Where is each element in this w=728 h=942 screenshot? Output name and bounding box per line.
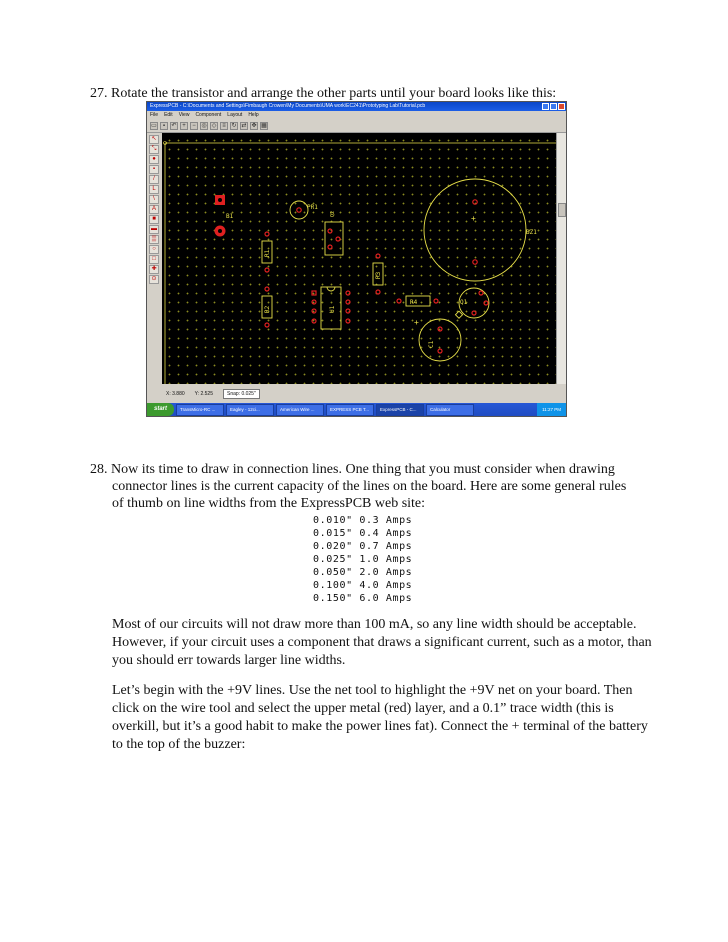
u1-pin5 (346, 319, 350, 323)
q1-pad3 (472, 311, 476, 315)
pad-tool-icon[interactable]: ● (149, 155, 159, 164)
r3-pad-bottom (376, 290, 380, 294)
status-x: X: 3.880 (166, 390, 185, 397)
undo-icon[interactable]: ↶ (171, 123, 177, 129)
rotate-icon[interactable]: ↻ (231, 123, 237, 129)
select-tool-icon[interactable]: ⤡ (149, 145, 159, 154)
pcb-layout (162, 133, 556, 384)
step-27 (90, 85, 556, 102)
rect-tool-icon[interactable]: □ (149, 255, 159, 264)
q1-pad2 (484, 301, 488, 305)
label-b1: B1 (226, 213, 234, 220)
q-top-pad2 (336, 237, 340, 241)
u1-pin1 (312, 291, 316, 295)
q1-flat (455, 311, 462, 318)
taskbar-item[interactable]: ExpressPCB - C... (376, 404, 424, 416)
zoom-out-icon[interactable]: − (190, 122, 198, 130)
close-icon[interactable] (558, 103, 565, 110)
trace-width-row: 0.150" 6.0 Amps (313, 593, 413, 604)
part-tool-icon[interactable]: ✚ (149, 265, 159, 274)
step-number: 27. (90, 86, 108, 101)
r2-pad-top (265, 287, 269, 291)
step-28 (90, 461, 670, 512)
scrollbar-thumb[interactable] (558, 203, 566, 217)
trace-width-row: 0.015" 0.4 Amps (313, 528, 413, 539)
trace-width-row: 0.025" 1.0 Amps (313, 554, 413, 565)
label-c1: C1 (428, 340, 435, 348)
u1-pin2 (312, 300, 316, 304)
r4-pad-left (397, 299, 401, 303)
label-u1: U1 (329, 305, 336, 313)
u1-pin7 (346, 300, 350, 304)
c1-pad-bottom (438, 349, 442, 353)
corner-tool-icon[interactable]: L (149, 185, 159, 194)
trace-width-table (313, 514, 412, 605)
taskbar-item[interactable]: American Wire ... (276, 404, 324, 416)
menu-view[interactable]: View (178, 112, 190, 118)
window-titlebar (147, 102, 566, 111)
vertical-scrollbar[interactable] (556, 133, 566, 384)
layer-icon[interactable]: ≡ (220, 122, 228, 130)
step-text: Rotate the transistor and arrange the other parts until your board looks like this: (111, 86, 557, 101)
trace-width-row: 0.050" 2.0 Amps (313, 567, 413, 578)
step28-line2: connector lines is the current capacity of the lines on the board. Here are some general rules (112, 479, 627, 494)
pr1-outline (290, 201, 308, 219)
circle-tool-icon[interactable]: ○ (149, 245, 159, 254)
bz1-outline (424, 179, 526, 281)
taskbar-item[interactable]: Calculator (426, 404, 474, 416)
menu-file[interactable]: File (150, 112, 159, 118)
r1-pad-top (265, 232, 269, 236)
u1-pin8 (346, 291, 350, 295)
bz1-pad-top (473, 200, 477, 204)
r3-pad-top (376, 254, 380, 258)
paragraph-current-draw: Most of our circuits will not draw more than 100 mA, so any line width should be acceptable. However, if your circuit uses a component that draws a significant current, such as a motor, than you should err towards larger line widths. (112, 617, 652, 668)
bz1-plus-label: + (471, 214, 476, 223)
trace-width-row: 0.020" 0.7 Amps (313, 541, 413, 552)
system-tray-clock: 11:27 PM (537, 403, 566, 416)
zoom-fit-icon[interactable]: ◎ (201, 123, 207, 129)
menu-edit[interactable]: Edit (164, 112, 173, 118)
u1-pin4 (312, 319, 316, 323)
fill-tool-icon[interactable]: ▒ (149, 235, 159, 244)
label-r4: R4 (410, 299, 418, 306)
bz1-pad-bottom (473, 260, 477, 264)
u1-notch (327, 287, 335, 291)
diagonal-tool-icon[interactable]: \ (149, 195, 159, 204)
step28-line3: of thumb on line widths from the ExpressPCB web site: (112, 496, 426, 511)
b1-round-pad-hole (218, 229, 222, 233)
r4-pad-right (434, 299, 438, 303)
status-y: Y: 2.525 (194, 390, 213, 397)
wire-tool-icon[interactable]: / (149, 175, 159, 184)
via-tool-icon[interactable]: ⊙ (149, 275, 159, 284)
zoom-in-icon[interactable]: + (180, 122, 188, 130)
r1-pad-bottom (265, 268, 269, 272)
label-r2: R2 (264, 305, 271, 313)
pad-square-tool-icon[interactable]: ▪ (149, 165, 159, 174)
move-icon[interactable]: ✥ (251, 123, 257, 129)
label-q-top: Q2 (330, 210, 336, 217)
q1-pad1 (479, 291, 483, 295)
c1-plus-label: + (414, 318, 419, 327)
windows-taskbar (147, 403, 566, 416)
paragraph-9v-lines: Let’s begin with the +9V lines. Use the net tool to highlight the +9V net on your board. Then click on the wire tool and select the upper metal (red) layer, and a 0.1” trace width (this is overkill, but it’s a good habit to make the power lines fat). Connect the + terminal of the battery to the top of the buzzer: (112, 683, 648, 752)
window-title: ExpressPCB - C:\Documents and Settings\Fimbaugh Crowen\My Documents\UMA work\EC241\Prototyping Lab\Tutorial.pcb (150, 103, 426, 109)
text-tool-icon[interactable]: A (149, 205, 159, 214)
zoom-area-icon[interactable]: ◇ (211, 123, 217, 129)
status-bar (162, 384, 566, 403)
start-button[interactable]: start (147, 403, 174, 416)
save-icon[interactable]: ▪ (160, 122, 168, 130)
r2-pad-bottom (265, 323, 269, 327)
menu-layout[interactable]: Layout (227, 112, 243, 118)
step-number: 28. (90, 462, 108, 477)
pcb-board[interactable] (162, 133, 556, 384)
label-bz1: BZ1 (526, 229, 537, 236)
toolbar (147, 119, 566, 133)
minimize-icon[interactable] (542, 103, 549, 110)
pr1-pad (297, 208, 301, 212)
menu-bar (147, 111, 566, 119)
component-tool-icon[interactable]: ■ (149, 215, 159, 224)
label-r3: R3 (375, 271, 382, 279)
b1-square-pad-hole (218, 198, 222, 202)
q-top-pad3 (328, 245, 332, 249)
q-top-pad1 (328, 229, 332, 233)
open-icon[interactable]: ▭ (151, 123, 157, 129)
c1-pad-top (438, 327, 442, 331)
taskbar-item[interactable]: EXPRESS PCB T... (326, 404, 374, 416)
trace-width-row: 0.100" 4.0 Amps (313, 580, 413, 591)
net-tool-icon[interactable]: ▬ (151, 226, 157, 232)
snap-select[interactable]: Snap: 0.025" (223, 389, 260, 399)
step28-line1: Now its time to draw in connection lines. One thing that you must consider when drawing (111, 462, 615, 477)
u1-pin6 (346, 309, 350, 313)
taskbar-item[interactable]: TransMicro-RC ... (176, 404, 224, 416)
menu-help[interactable]: Help (248, 112, 259, 118)
trace-width-row: 0.010" 0.3 Amps (313, 515, 413, 526)
label-pr1: PR1 (307, 204, 318, 211)
maximize-icon[interactable] (550, 103, 557, 110)
align-icon[interactable]: ▦ (261, 123, 267, 129)
pointer-tool-icon[interactable]: ↖ (149, 135, 159, 144)
u1-pin3 (312, 309, 316, 313)
left-tool-palette (147, 133, 161, 395)
label-q1: Q1 (460, 299, 468, 306)
c1-outline (419, 319, 461, 361)
expresspcb-screenshot (146, 101, 567, 417)
flip-icon[interactable]: ⇄ (241, 123, 247, 129)
menu-component[interactable]: Component (195, 112, 222, 118)
label-r1: R1 (264, 249, 271, 257)
taskbar-item[interactable]: Eagley - 12ci... (226, 404, 274, 416)
